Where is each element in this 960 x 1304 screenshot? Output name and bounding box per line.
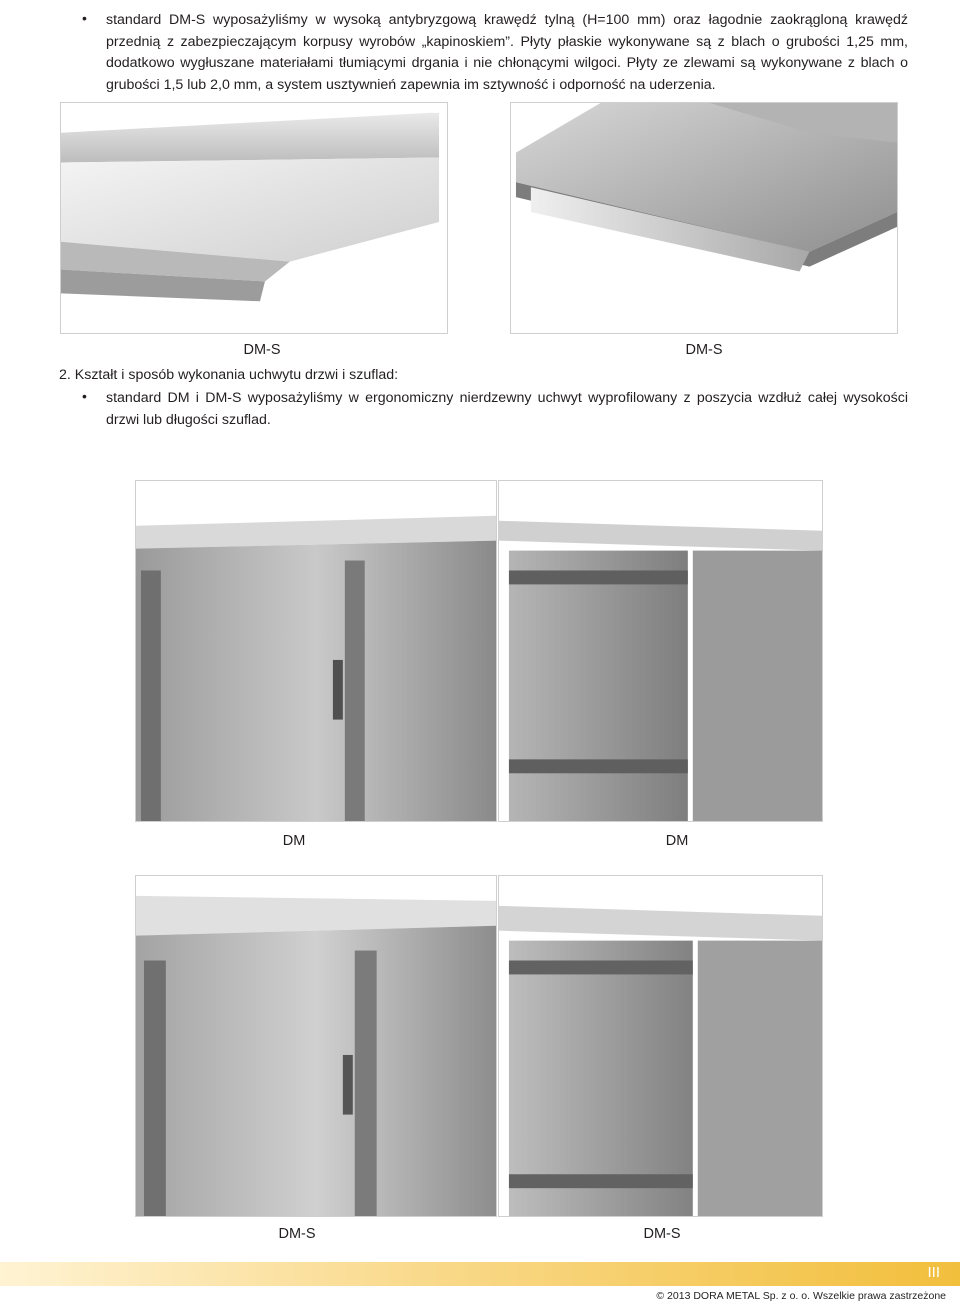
photo-flat-worktop-dms xyxy=(60,102,448,334)
caption-dm-right: DM xyxy=(665,833,689,849)
photo-door-handle-dms xyxy=(135,875,497,1217)
section-2-heading: 2. Kształt i sposób wykonania uchwytu drzwi i szuflad: xyxy=(59,367,399,383)
footer-bar xyxy=(0,1262,960,1286)
caption-dm-left: DM xyxy=(282,833,306,849)
page-number: III xyxy=(927,1264,940,1281)
photo-drawer-handle-dms xyxy=(498,875,823,1217)
caption-dms-right: DM-S xyxy=(643,1226,681,1242)
caption-dms-left: DM-S xyxy=(278,1226,316,1242)
intro-paragraph: standard DM-S wyposażyliśmy w wysoką antybryzgową krawędź tylną (H=100 mm) oraz łagodnie zaokrągloną krawędź przednią z zabezpieczającym korpusy wyrobów „kapinoskiem”. Płyty płaskie wykonywane są z blach o grubości 1,25 mm, dodatkowo wygłuszane materiałami tłumiącymi drgania i nie chłonącymi wilgoci. Płyty ze zlewami są wykonywane z blach o grubości 1,5 lub 2,0 mm, a system usztywnień zapewnia im sztywność i odporność na uderzenia. xyxy=(106,12,908,93)
caption-dms-right: DM-S xyxy=(685,342,723,358)
bullet-marker: • xyxy=(82,10,87,26)
bullet-marker: • xyxy=(82,388,87,404)
photo-door-handle-dm xyxy=(135,480,497,822)
caption-dms-left: DM-S xyxy=(243,342,281,358)
photo-drawer-handle-dm xyxy=(498,480,823,822)
section-2-paragraph: standard DM i DM-S wyposażyliśmy w ergonomiczny nierdzewny uchwyt wyprofilowany z poszycia wzdłuż całej wysokości drzwi lub długości szuflad. xyxy=(106,390,908,428)
photo-sink-worktop-dms xyxy=(510,102,898,334)
footer-copyright: © 2013 DORA METAL Sp. z o. o. Wszelkie prawa zastrzeżone xyxy=(656,1290,946,1302)
